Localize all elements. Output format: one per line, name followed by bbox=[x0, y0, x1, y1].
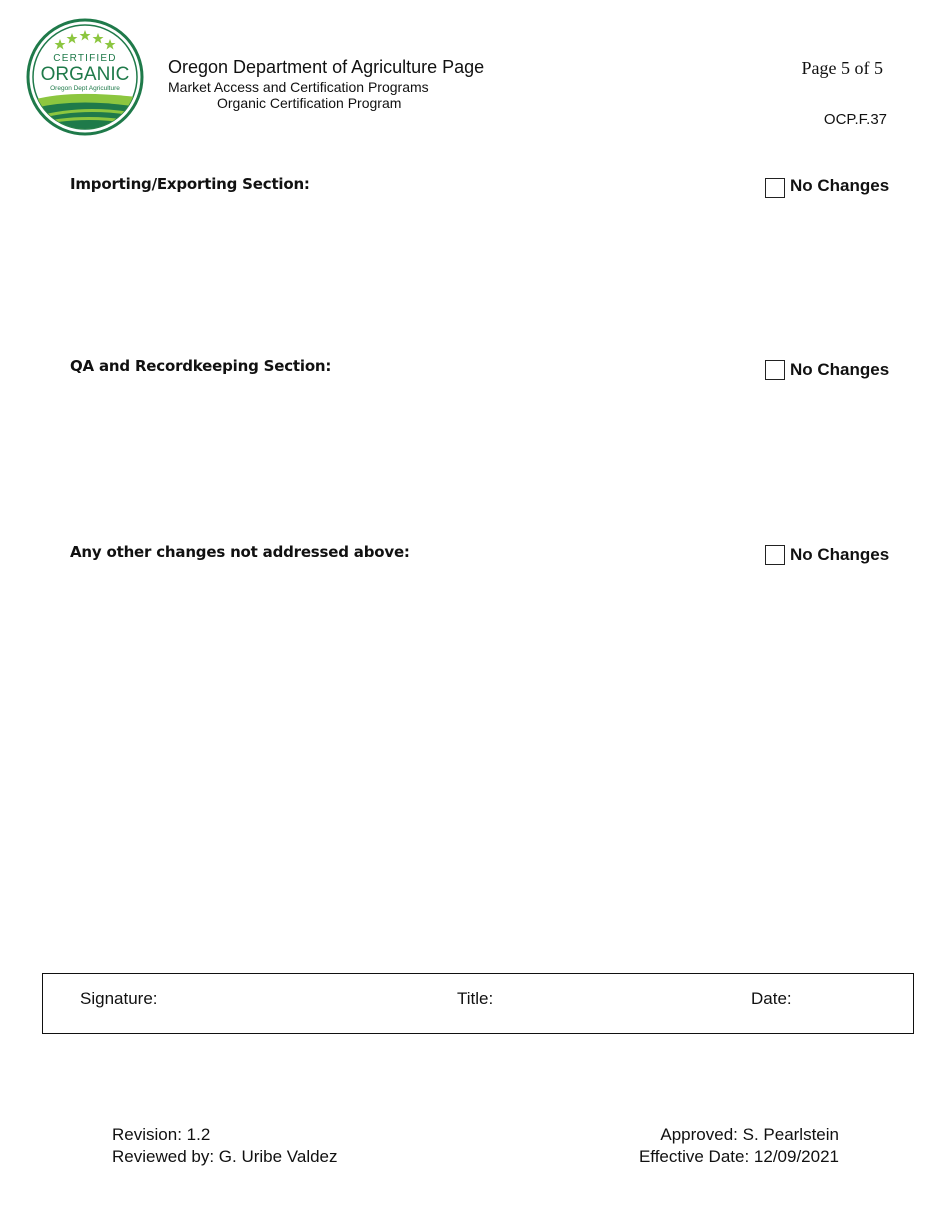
svg-text:Oregon Dept Agriculture: Oregon Dept Agriculture bbox=[50, 85, 120, 92]
no-changes-label: No Changes bbox=[790, 176, 890, 195]
svg-text:CERTIFIED: CERTIFIED bbox=[53, 53, 117, 64]
organization-title: Oregon Department of Agriculture Page bbox=[168, 57, 485, 77]
form-code: OCP.F.37 bbox=[823, 111, 887, 128]
no-changes-checkbox[interactable] bbox=[765, 360, 785, 380]
importing-exporting-no-changes[interactable] bbox=[765, 174, 889, 198]
reviewed-by-text: Reviewed by: G. Uribe Valdez bbox=[112, 1147, 338, 1166]
signature-field-label[interactable]: Signature: bbox=[80, 989, 158, 1008]
date-field-label[interactable]: Date: bbox=[751, 989, 792, 1008]
approved-by-text: Approved: S. Pearlstein bbox=[660, 1125, 839, 1144]
other-changes-no-changes[interactable] bbox=[765, 545, 889, 565]
effective-date-text: Effective Date: 12/09/2021 bbox=[638, 1147, 839, 1166]
qa-recordkeeping-section-label: QA and Recordkeeping Section: bbox=[70, 357, 332, 375]
certified-organic-seal bbox=[26, 18, 144, 136]
svg-text:ORGANIC: ORGANIC bbox=[40, 64, 130, 85]
revision-text: Revision: 1.2 bbox=[112, 1125, 211, 1144]
other-changes-section-label: Any other changes not addressed above: bbox=[70, 543, 410, 561]
no-changes-checkbox[interactable] bbox=[765, 545, 785, 565]
no-changes-label: No Changes bbox=[790, 360, 890, 379]
organic-seal-icon bbox=[26, 18, 144, 136]
importing-exporting-section-label: Importing/Exporting Section: bbox=[70, 175, 310, 193]
page-number: Page 5 of 5 bbox=[801, 58, 883, 78]
title-field-label[interactable]: Title: bbox=[457, 989, 494, 1008]
no-changes-checkbox[interactable] bbox=[765, 178, 785, 198]
program-name: Organic Certification Program bbox=[217, 95, 402, 111]
no-changes-label: No Changes bbox=[790, 545, 890, 564]
program-subtitle: Market Access and Certification Programs bbox=[168, 79, 429, 95]
qa-recordkeeping-no-changes[interactable] bbox=[765, 360, 889, 380]
